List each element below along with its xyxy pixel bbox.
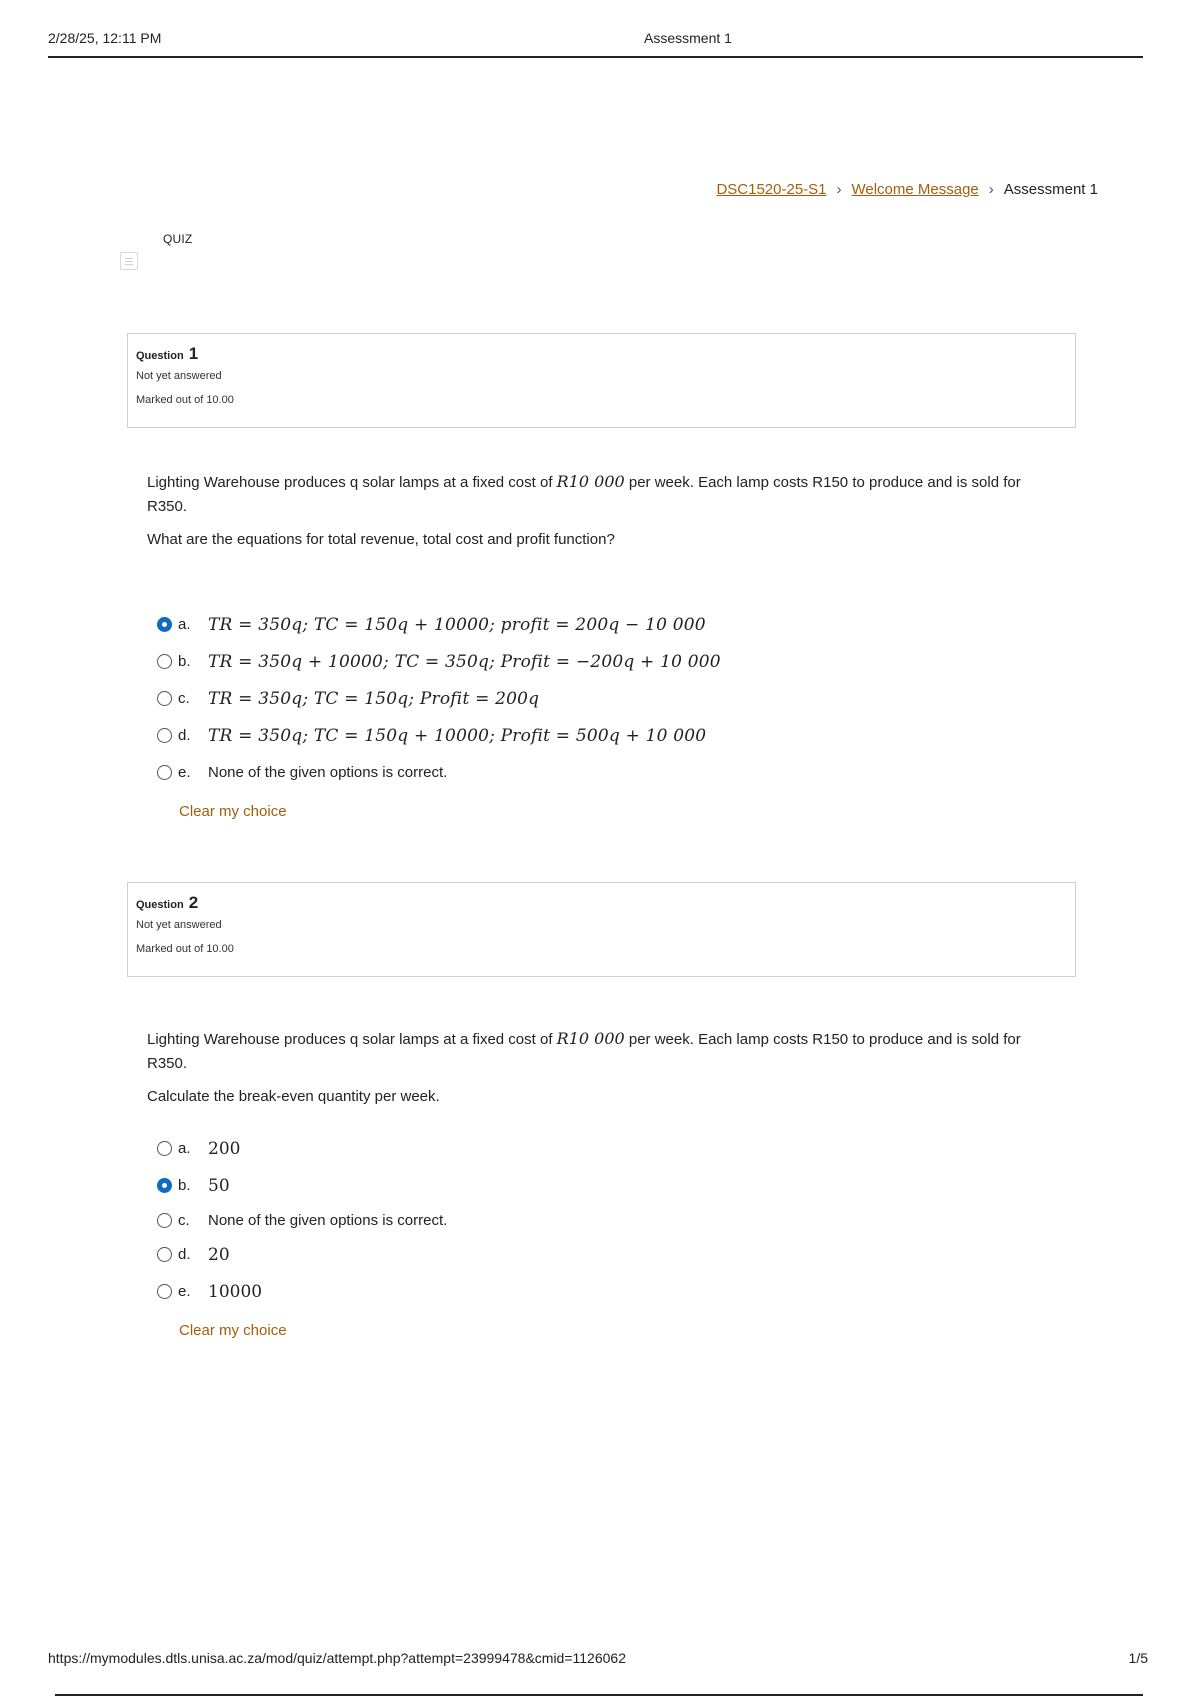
answer-letter: e. (178, 764, 191, 781)
question-text-math: R10 000 (556, 472, 625, 491)
radio-button[interactable] (157, 1141, 172, 1156)
question-state: Not yet answered (136, 370, 222, 382)
answer-letter: c. (178, 690, 190, 707)
print-footer (48, 1650, 1148, 1666)
answer-option-e[interactable] (157, 1273, 957, 1310)
clear-choice-link[interactable]: Clear my choice (179, 1322, 287, 1339)
footer-divider (55, 1694, 1143, 1696)
question-info-2 (127, 882, 1076, 977)
question-number-value: 2 (188, 893, 199, 912)
answer-letter: d. (178, 1246, 191, 1263)
radio-button[interactable] (157, 691, 172, 706)
chevron-right-icon: › (988, 181, 994, 198)
answer-option-b[interactable] (157, 643, 957, 680)
answer-option-d[interactable] (157, 717, 957, 754)
answer-text: 200 (208, 1138, 241, 1159)
answer-option-c[interactable] (157, 680, 957, 717)
question-label: Question (136, 350, 184, 362)
question-state: Not yet answered (136, 919, 222, 931)
breadcrumb-course-link[interactable]: DSC1520-25-S1 (716, 181, 827, 198)
question-prompt: Calculate the break-even quantity per week. (147, 1088, 440, 1105)
answer-text: TR = 350q + 10000; TC = 350q; Profit = −200q + 10 000 (208, 651, 721, 672)
answer-letter: a. (178, 616, 191, 633)
answer-letter: d. (178, 727, 191, 744)
answer-list-1 (157, 606, 957, 791)
print-url: https://mymodules.dtls.unisa.ac.za/mod/quiz/attempt.php?attempt=23999478&cmid=1126062 (48, 1650, 626, 1666)
breadcrumb (716, 181, 1098, 198)
question-text-1 (147, 470, 1047, 552)
answer-text: None of the given options is correct. (208, 1211, 448, 1229)
question-grade: Marked out of 10.00 (136, 943, 234, 955)
answer-text: TR = 350q; TC = 150q + 10000; Profit = 500q + 10 000 (208, 725, 707, 746)
question-text-math: R10 000 (556, 1029, 625, 1048)
print-title: Assessment 1 (644, 30, 732, 46)
radio-button[interactable] (157, 654, 172, 669)
answer-letter: e. (178, 1283, 191, 1300)
answer-letter: a. (178, 1140, 191, 1157)
print-datetime: 2/28/25, 12:11 PM (48, 30, 162, 46)
radio-button[interactable] (157, 728, 172, 743)
question-grade: Marked out of 10.00 (136, 394, 234, 406)
answer-text: 50 (208, 1175, 230, 1196)
radio-button[interactable] (157, 617, 172, 632)
answer-letter: c. (178, 1211, 190, 1229)
question-info-1 (127, 333, 1076, 428)
question-number (136, 893, 1067, 913)
chevron-right-icon: › (836, 181, 842, 198)
answer-option-c[interactable] (157, 1204, 957, 1236)
question-number (136, 344, 1067, 364)
radio-button[interactable] (157, 765, 172, 780)
clear-choice-link[interactable]: Clear my choice (179, 803, 287, 820)
answer-option-d[interactable] (157, 1236, 957, 1273)
question-text-before: Lighting Warehouse produces q solar lamps at a fixed cost of (147, 1031, 553, 1048)
answer-text: TR = 350q; TC = 150q; Profit = 200q (208, 688, 540, 709)
answer-text: None of the given options is correct. (208, 764, 448, 781)
question-number-value: 1 (188, 344, 199, 363)
answer-option-b[interactable] (157, 1167, 957, 1204)
answer-text: TR = 350q; TC = 150q + 10000; profit = 200q − 10 000 (208, 614, 706, 635)
quiz-icon (120, 252, 138, 270)
answer-option-e[interactable] (157, 754, 957, 791)
print-header (48, 30, 1143, 58)
question-text-2 (147, 1027, 1047, 1109)
answer-option-a[interactable] (157, 1130, 957, 1167)
answer-text: 20 (208, 1244, 230, 1265)
answer-letter: b. (178, 653, 191, 670)
activity-type-label: QUIZ (163, 232, 193, 246)
radio-button[interactable] (157, 1178, 172, 1193)
answer-option-a[interactable] (157, 606, 957, 643)
radio-button[interactable] (157, 1247, 172, 1262)
answer-letter: b. (178, 1177, 191, 1194)
question-text-before: Lighting Warehouse produces q solar lamps at a fixed cost of (147, 474, 553, 491)
radio-button[interactable] (157, 1213, 172, 1228)
question-text-after: per week. Each lamp costs R150 to produce and is sold for R350. (147, 474, 1021, 515)
breadcrumb-section-link[interactable]: Welcome Message (851, 181, 979, 198)
answer-text: 10000 (208, 1281, 263, 1302)
radio-button[interactable] (157, 1284, 172, 1299)
question-label: Question (136, 899, 184, 911)
question-text-after: per week. Each lamp costs R150 to produce and is sold for R350. (147, 1031, 1021, 1072)
breadcrumb-current: Assessment 1 (1003, 181, 1098, 198)
question-prompt: What are the equations for total revenue, total cost and profit function? (147, 531, 615, 548)
answer-list-2 (157, 1130, 957, 1310)
page-number: 1/5 (1128, 1650, 1148, 1666)
